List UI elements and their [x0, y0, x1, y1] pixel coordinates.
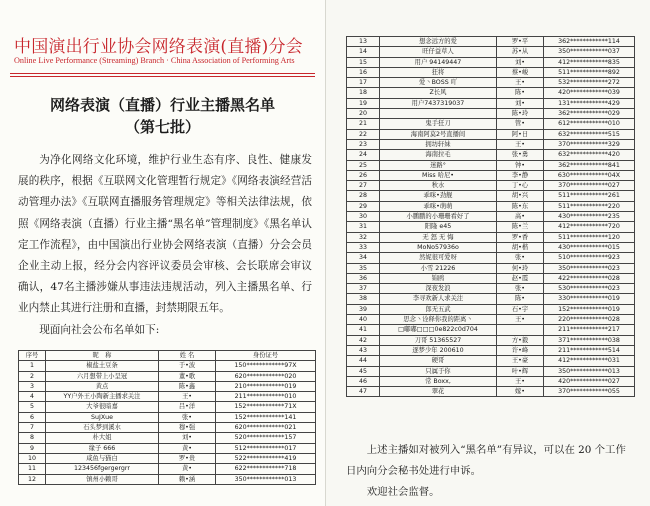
cell-id: 530************023	[544, 284, 635, 294]
cell-name: 蔡•峻	[497, 67, 544, 77]
cell-no: 42	[347, 335, 380, 345]
org-name-en: Online Live Performance (Streaming) Branch · China Association of Performing Arts	[14, 56, 295, 65]
cell-id: 612************010	[544, 119, 635, 129]
table-row	[347, 345, 635, 355]
table-row	[347, 139, 635, 149]
cell-name: 赵•霞	[497, 273, 544, 283]
cell-id: 131************429	[544, 98, 635, 108]
table-row	[347, 304, 635, 314]
cell-name: 黄•	[159, 464, 216, 474]
cell-nickname: 旺仔益草人	[380, 47, 497, 57]
cell-name: 王•	[159, 392, 216, 402]
cell-id: 350************013	[544, 366, 635, 376]
cell-nickname: 狂将	[380, 67, 497, 77]
cell-no: 25	[347, 160, 380, 170]
cell-nickname: 刀哥 51365527	[380, 335, 497, 345]
cell-nickname: 鬼手狂刀	[380, 119, 497, 129]
cell-nickname: 小雪 21226	[380, 263, 497, 273]
cell-nickname: 海南拉毛	[380, 150, 497, 160]
cell-nickname: 无 怒 无 悔	[380, 232, 497, 242]
table-row	[347, 57, 635, 67]
cell-id: 511************892	[544, 67, 635, 77]
cell-name: 许•峰	[497, 345, 544, 355]
table-row	[347, 37, 635, 47]
table-row	[347, 284, 635, 294]
table-row	[347, 150, 635, 160]
cell-name: 王•	[497, 376, 544, 386]
cell-nickname: Miss 哈尼•	[380, 170, 497, 180]
cell-nickname: 深夜发浪	[380, 284, 497, 294]
cell-name: 陈•玲	[497, 109, 544, 119]
cell-nickname: 常 Boxx,	[380, 376, 497, 386]
cell-nickname: 咸鱼与猫白	[46, 453, 159, 463]
table-row	[347, 253, 635, 263]
blacklist-table-left	[18, 350, 316, 485]
table-header-row	[19, 351, 316, 361]
cell-id: 220************028	[544, 315, 635, 325]
cell-nickname: 椒盐土豆条	[46, 361, 159, 371]
cell-id: 512************017	[216, 443, 316, 453]
cell-id: 210************019	[216, 381, 316, 391]
table-row	[347, 222, 635, 232]
cell-name: 吕•洋	[159, 402, 216, 412]
cell-id: 211************514	[544, 345, 635, 355]
cell-nickname: 六月想带上小呈冠	[46, 371, 159, 381]
table-row	[347, 129, 635, 139]
cell-id: 520************157	[216, 433, 316, 443]
table-row	[347, 242, 635, 252]
cell-nickname: 阳隆 e45	[380, 222, 497, 232]
cell-id: 620************021	[216, 423, 316, 433]
cell-no: 24	[347, 150, 380, 160]
table-row	[19, 381, 316, 391]
cell-id: 152************71X	[216, 402, 316, 412]
cell-nickname: Z长风	[380, 88, 497, 98]
cell-name: 张•	[159, 412, 216, 422]
cell-id: 511************261	[544, 191, 635, 201]
cell-no: 33	[347, 242, 380, 252]
table-row	[347, 212, 635, 222]
cell-nickname: YY户外王小陶新主播求关注	[46, 392, 159, 402]
cell-id: 412************720	[544, 222, 635, 232]
table-row	[19, 443, 316, 453]
cell-nickname: 逐梦少年 200610	[380, 345, 497, 355]
cell-name: 阿•日	[497, 129, 544, 139]
cell-no: 13	[347, 37, 380, 47]
cell-name: 高•	[497, 212, 544, 222]
cell-id: 350************037	[544, 47, 635, 57]
cell-nickname: 李寻欢新人求关注	[380, 294, 497, 304]
cell-id: 150************97X	[216, 361, 316, 371]
cell-name: 陈•	[497, 294, 544, 304]
cell-nickname: 郎无五武	[380, 304, 497, 314]
table-row	[347, 387, 635, 397]
cell-nickname: 拥坊轩妹	[380, 139, 497, 149]
cell-nickname: 迷路°	[380, 160, 497, 170]
table-row	[347, 119, 635, 129]
table-row	[347, 201, 635, 211]
table-row	[347, 109, 635, 119]
cell-nickname: 缘子 666	[46, 443, 159, 453]
cell-name: 张•勇	[497, 150, 544, 160]
appeal-notice: 上述主播如对被列入“黑名单”有异议，可以在 20 个工作日内向分会秘书处进行申诉。	[346, 444, 626, 477]
cell-name: 刘•	[159, 433, 216, 443]
table-row	[19, 474, 316, 484]
cell-id: 430************015	[544, 242, 635, 252]
table-row	[347, 181, 635, 191]
table-row	[347, 325, 635, 335]
cell-name: 陈•	[497, 88, 544, 98]
cell-id: 630************04X	[544, 170, 635, 180]
table-row	[19, 433, 316, 443]
cell-id: 622************718	[216, 464, 316, 474]
cell-name: 张•	[497, 284, 544, 294]
cell-no: 18	[347, 88, 380, 98]
table-row	[347, 170, 635, 180]
cell-no: 19	[347, 98, 380, 108]
cell-id: 211************217	[544, 325, 635, 335]
cell-nickname: 然妮很可爱呀	[380, 253, 497, 263]
cell-no: 43	[347, 345, 380, 355]
cell-name: 陈•东	[497, 201, 544, 211]
cell-id: 370************055	[544, 387, 635, 397]
cell-no: 47	[347, 387, 380, 397]
cell-name: 方•毅	[497, 335, 544, 345]
cell-id: 152************141	[216, 412, 316, 422]
table-row	[19, 361, 316, 371]
cell-name: 赖•涵	[159, 474, 216, 484]
cell-name: 叶•辉	[497, 366, 544, 376]
table-row	[347, 232, 635, 242]
cell-no: 37	[347, 284, 380, 294]
table-body-right	[347, 37, 635, 397]
footer-notice	[346, 440, 636, 503]
welcome-supervision: 欢迎社会监督。	[366, 486, 440, 498]
cell-no: 7	[19, 423, 46, 433]
cell-nickname: 大爷很暗嘉	[46, 402, 159, 412]
cell-id: 362************841	[544, 160, 635, 170]
cell-name: 陈•鑫	[159, 381, 216, 391]
cell-no: 34	[347, 253, 380, 263]
cell-nickname: 123456fgergergrr	[46, 464, 159, 474]
table-row	[19, 402, 316, 412]
table-row	[347, 191, 635, 201]
table-row	[19, 412, 316, 422]
cell-id: 371************038	[544, 335, 635, 345]
cell-id: 370************329	[544, 139, 635, 149]
cell-id: 420************039	[544, 88, 635, 98]
cell-no: 36	[347, 273, 380, 283]
cell-name: 李•静	[497, 170, 544, 180]
cell-name: 王•豪	[497, 356, 544, 366]
table-row	[347, 78, 635, 88]
cell-name	[497, 325, 544, 335]
doc-title: 网络表演（直播）行业主播黑名单	[49, 96, 275, 114]
table-row	[19, 453, 316, 463]
header-nickname: 昵 称	[46, 351, 159, 361]
cell-id: 370************027	[544, 181, 635, 191]
cell-id: 632************515	[544, 129, 635, 139]
cell-name: 石•宇	[497, 304, 544, 314]
cell-name: 穆•强	[159, 423, 216, 433]
cell-no: 10	[19, 453, 46, 463]
cell-no: 21	[347, 119, 380, 129]
cell-name: 于•波	[159, 361, 216, 371]
org-name-cn: 中国演出行业协会网络表演(直播)分会	[14, 37, 303, 57]
cell-id: 420************027	[544, 376, 635, 386]
cell-name: 陈•兰	[497, 222, 544, 232]
cell-id: 350************023	[544, 263, 635, 273]
cell-no: 26	[347, 170, 380, 180]
table-row	[347, 160, 635, 170]
cell-no: 5	[19, 402, 46, 412]
cell-name: 胡•兴	[497, 191, 544, 201]
cell-nickname: 用户7437319037	[380, 98, 497, 108]
cell-no: 15	[347, 57, 380, 67]
cell-no: 1	[19, 361, 46, 371]
cell-id: 532************272	[544, 78, 635, 88]
table-row	[347, 273, 635, 283]
table-row	[347, 376, 635, 386]
table-row	[347, 294, 635, 304]
cell-nickname: 思念丶诠释你我的距离丶	[380, 315, 497, 325]
cell-no: 14	[347, 47, 380, 57]
cell-nickname: 石头梦到溪水	[46, 423, 159, 433]
cell-name: 罗•贵	[159, 453, 216, 463]
cell-name: 嫁•	[497, 387, 544, 397]
cell-nickname: 乖咪•劲舰	[380, 191, 497, 201]
cell-name: 何•玲	[497, 263, 544, 273]
cell-no: 31	[347, 222, 380, 232]
cell-no: 2	[19, 371, 46, 381]
cell-no: 44	[347, 356, 380, 366]
cell-no: 12	[19, 474, 46, 484]
table-row	[347, 263, 635, 273]
cell-id: 511************120	[544, 232, 635, 242]
cell-no: 30	[347, 212, 380, 222]
cell-id: 330************019	[544, 294, 635, 304]
cell-name: 罗•平	[497, 37, 544, 47]
cell-id: 412************031	[544, 356, 635, 366]
cell-id: 511************220	[544, 201, 635, 211]
blacklist-table-right	[346, 36, 635, 397]
cell-name: 王•	[497, 78, 544, 88]
header-rule-thin	[10, 76, 315, 77]
table-row	[347, 335, 635, 345]
cell-id: 430************235	[544, 212, 635, 222]
cell-id: 152************019	[544, 304, 635, 314]
cell-nickname: 翠花	[380, 387, 497, 397]
cell-name: 董•歌	[159, 371, 216, 381]
cell-no: 28	[347, 191, 380, 201]
cell-id: 350************013	[216, 474, 316, 484]
table-body-left	[19, 361, 316, 485]
cell-no: 38	[347, 294, 380, 304]
cell-nickname: 只属于你	[380, 366, 497, 376]
cell-no: 9	[19, 443, 46, 453]
cell-nickname: 爱丶BOSS 吖	[380, 78, 497, 88]
cell-no: 3	[19, 381, 46, 391]
cell-name: 王•	[497, 139, 544, 149]
cell-no: 20	[347, 109, 380, 119]
cell-no: 35	[347, 263, 380, 273]
cell-name: 胡•楷	[497, 242, 544, 252]
cell-nickname: 海南阿莫2号直播间	[380, 129, 497, 139]
header-name: 姓 名	[159, 351, 216, 361]
cell-nickname: 用户 94149447	[380, 57, 497, 67]
table-row	[347, 98, 635, 108]
cell-no: 17	[347, 78, 380, 88]
cell-no: 40	[347, 315, 380, 325]
cell-no: 39	[347, 304, 380, 314]
cell-id: 522************419	[216, 453, 316, 463]
cell-no: 29	[347, 201, 380, 211]
cell-no: 11	[19, 464, 46, 474]
table-row	[347, 67, 635, 77]
cell-no: 23	[347, 139, 380, 149]
cell-no: 6	[19, 412, 46, 422]
cell-nickname: 小鹏鹏的小珊珊看好了	[380, 212, 497, 222]
cell-name: 张•	[497, 253, 544, 263]
cell-nickname	[380, 109, 497, 119]
cell-name: 刘•	[497, 98, 544, 108]
cell-id: 422************028	[544, 273, 635, 283]
table-row	[347, 315, 635, 325]
cell-nickname: 秋水	[380, 181, 497, 191]
cell-nickname: □嘟嘟□□□0e822c0d704	[380, 325, 497, 335]
table-row	[347, 356, 635, 366]
cell-nickname: 黄点	[46, 381, 159, 391]
cell-nickname: 硬哥	[380, 356, 497, 366]
cell-name: 钟•	[497, 160, 544, 170]
cell-id: 211************010	[216, 392, 316, 402]
intro-paragraph-2: 现面向社会公布名单如下:	[39, 323, 160, 336]
cell-id: 632************420	[544, 150, 635, 160]
table-row	[347, 366, 635, 376]
cell-no: 27	[347, 181, 380, 191]
cell-no: 4	[19, 392, 46, 402]
cell-name: 黄•	[159, 443, 216, 453]
cell-name: 刘•	[497, 57, 544, 67]
cell-nickname: 镇州小赖哥	[46, 474, 159, 484]
header-no: 序号	[19, 351, 46, 361]
cell-nickname: SuJXue	[46, 412, 159, 422]
cell-id: 362************114	[544, 37, 635, 47]
cell-nickname: MoNo57936o	[380, 242, 497, 252]
table-row	[347, 88, 635, 98]
intro-text	[18, 150, 312, 341]
cell-name: 王•	[497, 315, 544, 325]
cell-name: 丁•心	[497, 181, 544, 191]
cell-name: 苏•从	[497, 47, 544, 57]
table-row	[19, 423, 316, 433]
cell-no: 22	[347, 129, 380, 139]
cell-no: 46	[347, 376, 380, 386]
cell-nickname: 锦鸥	[380, 273, 497, 283]
cell-no: 16	[347, 67, 380, 77]
header-rule	[10, 73, 315, 74]
cell-no: 8	[19, 433, 46, 443]
cell-nickname: 乖咪•萌萌	[380, 201, 497, 211]
cell-name: 管•	[497, 119, 544, 129]
table-row	[19, 392, 316, 402]
cell-nickname: 朴大姐	[46, 433, 159, 443]
table-row	[347, 47, 635, 57]
table-row	[19, 464, 316, 474]
cell-id: 510************923	[544, 253, 635, 263]
cell-no: 32	[347, 232, 380, 242]
cell-no: 45	[347, 366, 380, 376]
table-row	[19, 371, 316, 381]
cell-id: 412************835	[544, 57, 635, 67]
cell-no: 41	[347, 325, 380, 335]
cell-id: 620************020	[216, 371, 316, 381]
cell-name: 罗•香	[497, 232, 544, 242]
cell-nickname: 想念远方的爱	[380, 37, 497, 47]
doc-subtitle: （第七批）	[124, 118, 200, 136]
intro-paragraph-1: 为净化网络文化环境，维护行业生态有序、良性、健康发展的秩序，根据《互联网文化管理暂行规定》《网络表演经营活动管理办法》《互联网直播服务管理规定》等相关法律法规，依照《网络表演（直播）行业主播“黑名单”管理制度》《黑名单认定工作流程》，由中国演出行业协会网络表演（直播）分会会员企业主动上报，经分会内容评议委员会审核、会长联席会审议确认，47名主播涉嫌从事违法违规活动，列入主播黑名单、行业内禁止其进行注册和直播，封禁期限五年。	[18, 154, 312, 315]
cell-id: 362************029	[544, 109, 635, 119]
header-id: 身份证号	[216, 351, 316, 361]
